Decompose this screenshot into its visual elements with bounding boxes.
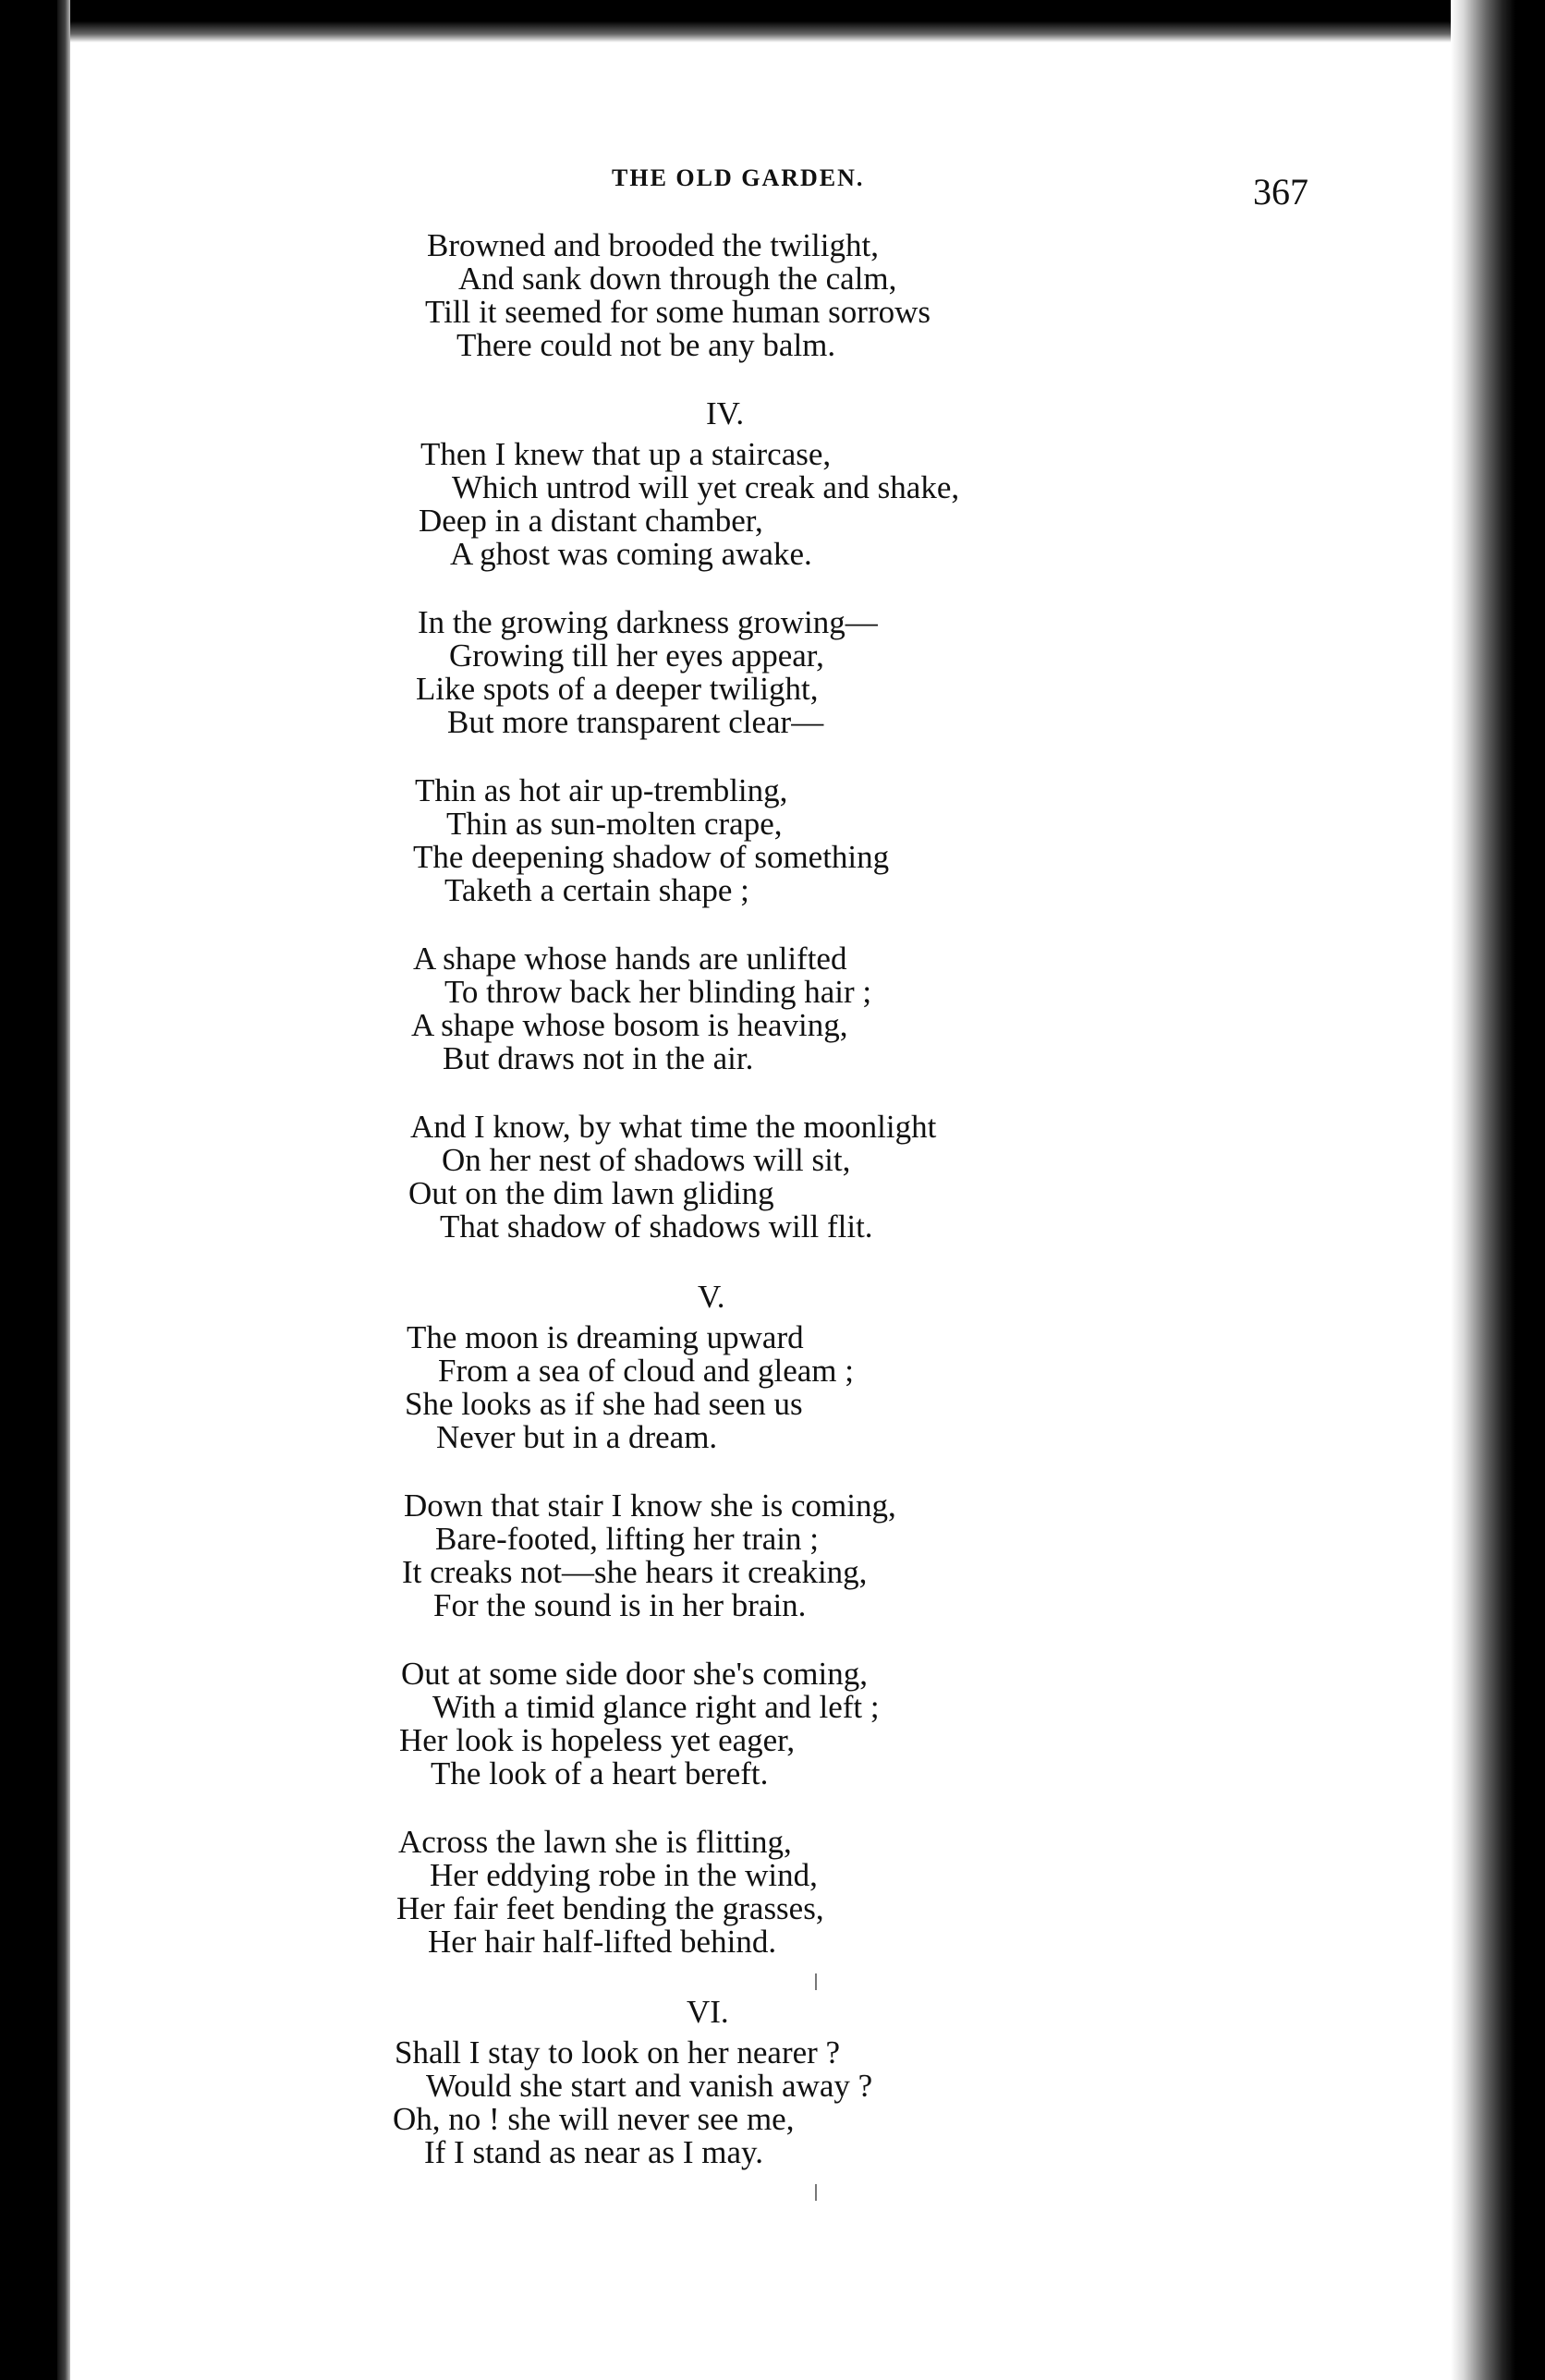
poem-line: Across the lawn she is flitting, [398,1824,792,1860]
poem-line: The deepening shadow of something [413,839,890,875]
poem-line: If I stand as near as I may. [424,2134,764,2170]
poem-line: Her fair feet bending the grasses, [396,1890,824,1926]
poem-line: And I know, by what time the moonlight [410,1109,937,1145]
poem-line: Would she start and vanish away ? [426,2068,873,2104]
poem-line: For the sound is in her brain. [433,1587,807,1623]
section-heading: VI. [687,1994,729,2030]
section-heading: IV. [706,395,745,431]
print-speck [815,1973,817,1990]
poem-line: On her nest of shadows will sit, [442,1142,851,1178]
poem-line: She looks as if she had seen us [405,1386,803,1422]
poem-line: Never but in a dream. [436,1419,718,1455]
poem-line: Oh, no ! she will never see me, [393,2101,795,2137]
section-heading: V. [698,1279,725,1315]
poem-line: There could not be any balm. [456,327,836,363]
poem-line: Thin as hot air up-trembling, [415,772,788,808]
poem-line: The moon is dreaming upward [407,1319,804,1355]
poem-line: Her hair half-lifted behind. [428,1924,777,1960]
poem-line: Her eddying robe in the wind, [430,1857,818,1893]
poem-line: In the growing darkness growing— [418,604,878,640]
poem-line: Which untrod will yet creak and shake, [452,469,960,505]
poem-line: To throw back her blinding hair ; [444,974,872,1010]
poem-line: From a sea of cloud and gleam ; [438,1353,855,1389]
page-number: 367 [1253,171,1308,212]
poem-line: Thin as sun-molten crape, [446,806,783,842]
book-page [57,0,1515,2380]
poem-line: But draws not in the air. [443,1040,754,1076]
print-speck [815,2184,817,2201]
running-head: THE OLD GARDEN. [612,164,865,191]
poem-line: A ghost was coming awake. [450,536,812,572]
poem-line: Then I knew that up a staircase, [420,436,832,472]
poem-line: Out on the dim lawn gliding [408,1175,774,1211]
poem-line: Her look is hopeless yet eager, [399,1722,796,1758]
poem-line: Growing till her eyes appear, [449,638,824,674]
poem-line: The look of a heart bereft. [431,1755,769,1791]
poem-line: Out at some side door she's coming, [401,1656,868,1692]
poem-line: Down that stair I know she is coming, [404,1488,896,1524]
poem-line: A shape whose bosom is heaving, [411,1007,848,1043]
top-shadow [57,0,1515,42]
poem-line: Taketh a certain shape ; [444,872,749,908]
poem-line: With a timid glance right and left ; [432,1689,880,1725]
poem-line: Browned and brooded the twilight, [427,227,879,263]
poem-line: Bare-footed, lifting her train ; [435,1521,819,1557]
page-gutter [57,0,70,2380]
poem-line: But more transparent clear— [447,704,824,740]
poem-line: It creaks not—she hears it creaking, [402,1554,868,1590]
poem-line: Like spots of a deeper twilight, [416,671,819,707]
page-edge-shadow [1451,0,1515,2380]
poem-line: That shadow of shadows will flit. [440,1208,873,1245]
poem-line: And sank down through the calm, [458,261,897,297]
poem-line: A shape whose hands are unlifted [413,941,847,977]
poem-line: Deep in a distant chamber, [419,503,763,539]
poem-line: Shall I stay to look on her nearer ? [395,2034,841,2070]
poem-line: Till it seemed for some human sorrows [425,294,931,330]
